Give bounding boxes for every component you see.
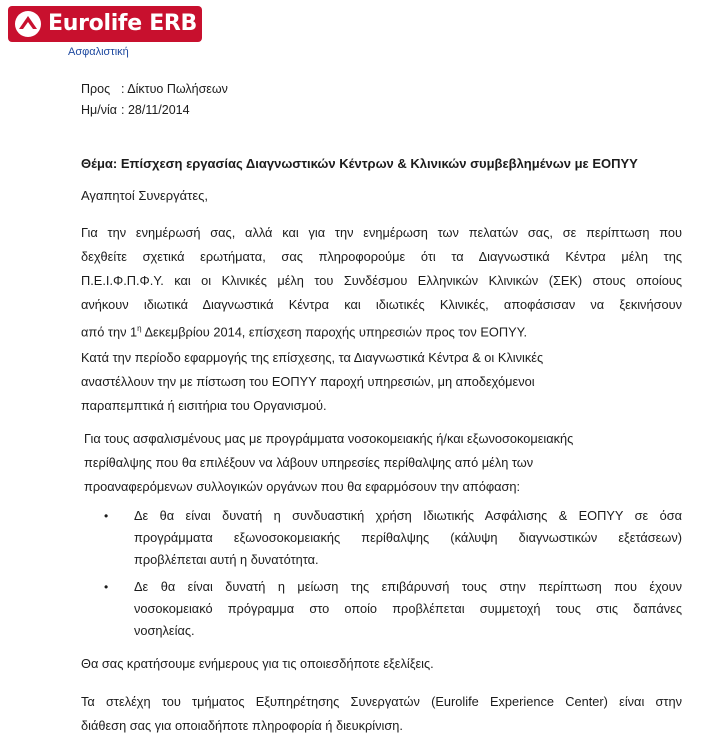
bullet-line: νοσηλείας. — [134, 623, 195, 638]
paragraph-1 — [81, 221, 682, 344]
paragraph-2-line: Κατά την περίοδο εφαρμογής της επίσχεσης, τα Διαγνωστικά Κέντρα & οι Κλινικές — [81, 350, 544, 365]
paragraph-2 — [81, 346, 682, 418]
bullet-line: Δε θα είναι δυνατή η συνδυαστική χρήση Ιδιωτικής Ασφάλισης & ΕΟΠΥΥ σε όσα — [134, 508, 682, 523]
date-value: : 28/11/2014 — [121, 103, 190, 117]
paragraph-1-line: ανήκουν ιδιωτικά Διαγνωστικά Κέντρα και ιδιωτικές Κλινικές, αποφάσισαν να ξεκινήσουν — [81, 297, 682, 312]
paragraph-2-line: παραπεμπτικά ή εισιτήρια του Οργανισμού. — [81, 398, 327, 413]
eurolife-logo-icon — [14, 10, 42, 38]
company-logo — [8, 6, 202, 42]
bullet-line: προγράμματα εξωνοσοκομειακής περίθαλψης (κάλυψη διαγνωστικών εξετάσεων) — [134, 530, 682, 545]
ordinal-superscript: η — [137, 324, 142, 333]
brand-name: Eurolife ERB — [48, 11, 198, 36]
date-label: Ημ/νία — [81, 103, 117, 117]
bullet-line: Δε θα είναι δυνατή η μείωση της επιβάρυνσή τους στην περίπτωση που έχουν — [134, 579, 682, 594]
paragraph-3 — [84, 427, 685, 499]
subject-line: Θέμα: Επίσχεση εργασίας Διαγνωστικών Κέντρων & Κλινικών συμβεβλημένων με ΕΟΠΥΥ — [81, 156, 638, 171]
paragraph-3-line: προαναφερόμενων συλλογικών οργάνων που θα εφαρμόσουν την απόφαση: — [84, 479, 521, 494]
paragraph-3-line: περίθαλψης που θα επιλέξουν να λάβουν υπηρεσίες περίθαλψης από μέλη των — [84, 455, 534, 470]
recipient-value: : Δίκτυο Πωλήσεων — [121, 82, 228, 96]
paragraph-1-line: Για την ενημέρωσή σας, αλλά και για την ενημέρωση των πελατών σας, σε περίπτωση που — [81, 225, 682, 240]
paragraph-1-line — [81, 317, 682, 344]
brand-tagline: Ασφαλιστική — [68, 46, 129, 58]
paragraph-1-line: Π.Ε.Ι.Φ.Π.Φ.Υ. και οι Κλινικές μέλη του Συνδέσμου Ελληνικών Κλινικών (ΣΕΚ) στους οποίους — [81, 273, 682, 288]
bullet-marker: • — [104, 580, 109, 594]
bullet-line: νοσοκομειακό πρόγραμμα στο οποίο προβλέπεται συμμετοχή τους στις δαπάνες — [134, 601, 682, 616]
date-start-text: από την 1 — [81, 324, 138, 340]
paragraph-1-line: δεχθείτε σχετικά ερωτήματα, σας πληροφορούμε ότι τα Διαγνωστικά Κέντρα μέλη της — [81, 249, 682, 264]
date-row — [81, 103, 190, 117]
paragraph-4: Θα σας κρατήσουμε ενήμερους για τις οποιεσδήποτε εξελίξεις. — [81, 656, 434, 671]
bullet-line: προβλέπεται αυτή η δυνατότητα. — [134, 552, 319, 567]
paragraph-5-line: διάθεση σας για οποιαδήποτε πληροφορία ή διευκρίνιση. — [81, 718, 403, 733]
paragraph-5 — [81, 690, 682, 738]
recipient-label: Προς — [81, 82, 111, 96]
paragraph-3-line: Για τους ασφαλισμένους μας με προγράμματα νοσοκομειακής ή/και εξωνοσοκομειακής — [84, 431, 574, 446]
recipient-row — [81, 82, 228, 96]
paragraph-5-line: Τα στελέχη του τμήματος Εξυπηρέτησης Συνεργατών (Eurolife Experience Center) είναι στην — [81, 694, 682, 709]
paragraph-2-line: αναστέλλουν την με πίστωση του ΕΟΠΥΥ παροχή υπηρεσιών, μη αποδεχόμενοι — [81, 374, 535, 389]
greeting: Αγαπητοί Συνεργάτες, — [81, 188, 208, 203]
date-end-text: Δεκεμβρίου 2014, επίσχεση παροχής υπηρεσιών προς τον ΕΟΠΥΥ. — [141, 324, 528, 340]
bullet-marker: • — [104, 509, 109, 523]
